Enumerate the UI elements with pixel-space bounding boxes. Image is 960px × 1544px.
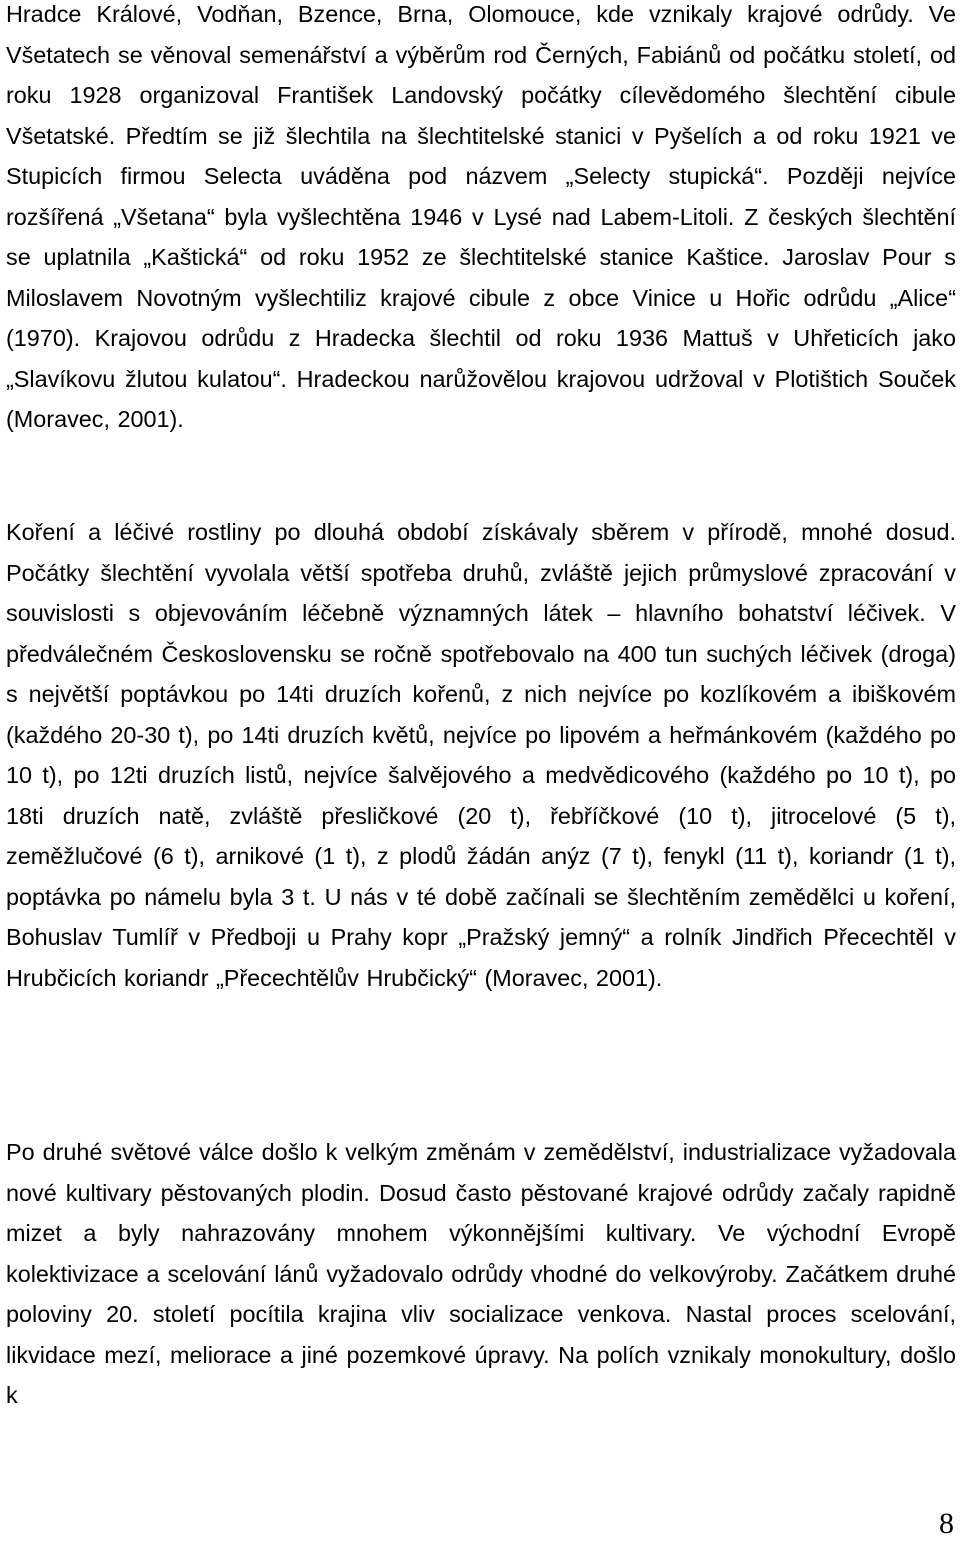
paragraph-herbs-and-medicinal-plants: Koření a léčivé rostliny po dlouhá období získávaly sběrem v přírodě, mnohé dosud. Počátky šlechtění vyvolala větší spotřeba druhů, zvláště jejich průmyslové zpracování v souvislosti s objevováním léčebně významných látek – hlavního bohatství léčivek. V předválečném Československu se ročně spotřebovalo na 400 tun suchých léčivek (droga) s největší poptávkou po 14ti druzích kořenů, z nich nejvíce po kozlíkovém a ibiškovém (každého 20-30 t), po 14ti druzích květů, nejvíce po lipovém a heřmánkovém (každého po 10 t), po 12ti druzích listů, nejvíce šalvějového a medvědicového (každého po 10 t), po 18ti druzích natě, zvláště přesličkové (20 t), řebříčkové (10 t), jitrocelové (5 t), zeměžlučové (6 t), arnikové (1 t), z plodů žádán anýz (7 t), fenykl (11 t), koriandr (1 t), poptávka po námelu byla 3 t. U nás v té době začínali se šlechtěním zemědělci u koření, Bohuslav Tumlíř v Předboji u Prahy kopr „Pražský jemný“ a rolník Jindřich Přecechtěl v Hrubčicích koriandr „Přecechtělův Hrubčický“ (Moravec, 2001).	[6, 519, 956, 991]
paragraph-postwar-changes: Po druhé světové válce došlo k velkým změnám v zemědělství, industrializace vyžadovala nové kultivary pěstovaných plodin. Dosud často pěstované krajové odrůdy začaly rapidně mizet a byly nahrazovány mnohem výkonnějšími kultivary. Ve východní Evropě kolektivizace a scelování lánů vyžadovalo odrůdy vhodné do velkovýroby. Začátkem druhé poloviny 20. století pocítila krajina vliv socializace venkova. Nastal proces scelování, likvidace mezí, meliorace a jiné pozemkové úpravy. Na polích vznikaly monokultury, došlo k	[6, 1139, 956, 1408]
page-number: 8	[939, 1507, 954, 1540]
paragraph-onion-breeding: Hradce Králové, Vodňan, Bzence, Brna, Olomouce, kde vznikaly krajové odrůdy. Ve Všetatech se věnoval semenářství a výběrům rod Černých, Fabiánů od počátku století, od roku 1928 organizoval František Landovský počátky cílevědomého šlechtění cibule Všetatské. Předtím se již šlechtila na šlechtitelské stanici v Pyšelích a od roku 1921 ve Stupicích firmou Selecta uváděna pod názvem „Selecty stupická“. Později nejvíce rozšířená „Všetana“ byla vyšlechtěna 1946 v Lysé nad Labem-Litoli. Z českých šlechtění se uplatnila „Kaštická“ od roku 1952 ze šlechtitelské stanice Kaštice. Jaroslav Pour s Miloslavem Novotným vyšlechtiliz krajové cibule z obce Vinice u Hořic odrůdu „Alice“ (1970). Krajovou odrůdu z Hradecka šlechtil od roku 1936 Mattuš v Uhřeticích jako „Slavíkovu žlutou kulatou“. Hradeckou narůžovělou krajovou udržoval v Plotištich Souček (Moravec, 2001).	[6, 1, 956, 432]
